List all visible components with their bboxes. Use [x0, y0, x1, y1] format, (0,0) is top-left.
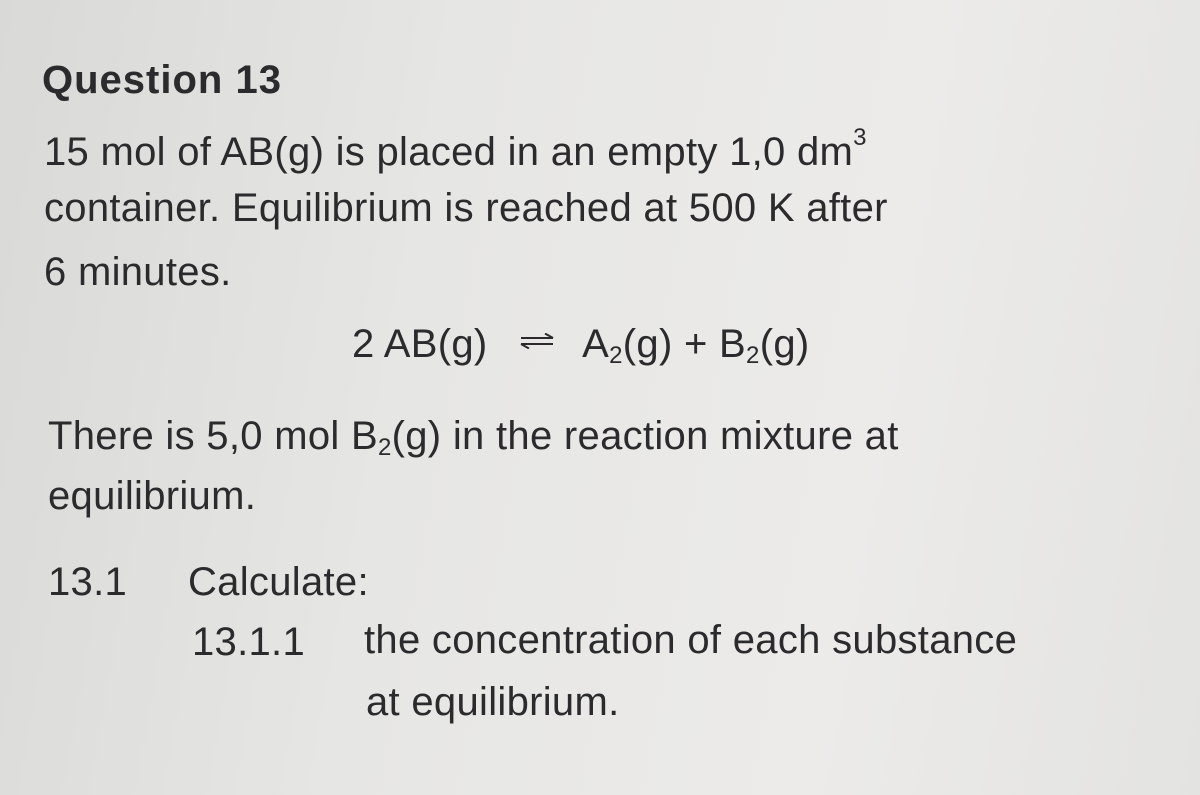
reactant: 2 AB(g) [352, 322, 488, 366]
question-heading: Question 13 [42, 58, 282, 102]
sub-question-label: Calculate: [188, 560, 369, 604]
item-text-line-1: the concentration of each substance [364, 618, 1018, 662]
equilibrium-arrow-icon [519, 333, 555, 349]
cubed-superscript: 3 [853, 124, 867, 151]
product-plus-b: (g) + B [622, 322, 747, 366]
subscript: 2 [377, 434, 392, 461]
info-line-1 [48, 414, 899, 459]
sub-question-number: 13.1 [48, 560, 128, 604]
info-text-a: There is 5,0 mol B [48, 414, 378, 458]
intro-line-1 [44, 124, 867, 175]
subscript: 2 [746, 342, 760, 369]
intro-line-3: 6 minutes. [44, 250, 232, 294]
info-text-b: (g) in the reaction mixture at [391, 414, 899, 458]
subscript: 2 [609, 342, 623, 369]
product-a2: A [582, 322, 610, 366]
item-number: 13.1.1 [192, 620, 306, 664]
intro-text: 15 mol of AB(g) is placed in an empty 1,0 dm [44, 130, 854, 174]
product-state: (g) [759, 322, 810, 366]
intro-line-2: container. Equilibrium is reached at 500 K after [44, 186, 888, 230]
reaction-equation [352, 322, 810, 367]
info-line-2: equilibrium. [48, 474, 257, 518]
item-text-line-2: at equilibrium. [366, 680, 620, 724]
